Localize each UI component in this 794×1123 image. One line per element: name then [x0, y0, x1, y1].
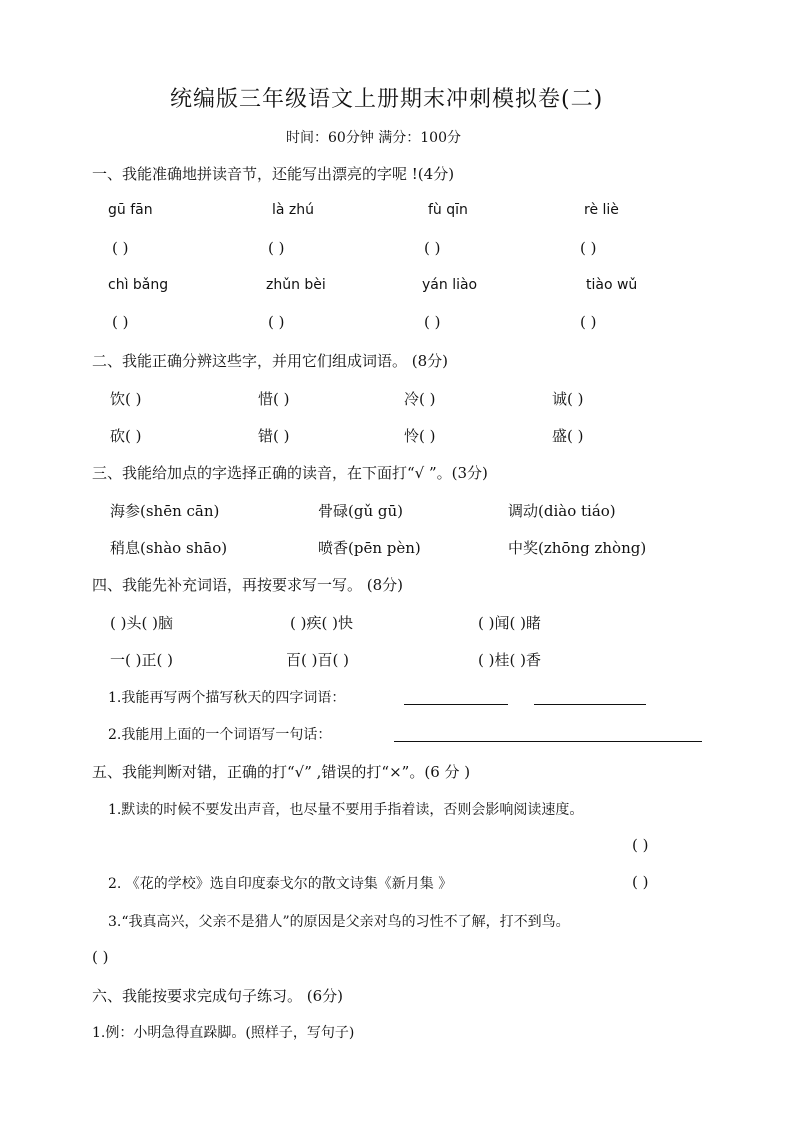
idiom-fill[interactable]: 百( )百( )	[286, 651, 349, 669]
answer-box[interactable]: ( )	[580, 239, 597, 257]
word-item[interactable]: 冷( )	[404, 390, 436, 408]
word-item[interactable]: 诚( )	[552, 390, 584, 408]
pinyin-2: là zhú	[272, 202, 315, 218]
word-item[interactable]: 砍( )	[110, 427, 142, 445]
answer-line[interactable]	[534, 704, 646, 705]
word-item[interactable]: 盛( )	[552, 427, 584, 445]
pinyin-7: yán liào	[422, 277, 478, 293]
section-6-heading: 六、我能按要求完成句子练习。 (6分)	[92, 987, 344, 1005]
idiom-fill[interactable]: 一( )正( )	[110, 651, 173, 669]
judge-answer-1[interactable]: ( )	[632, 836, 649, 854]
judge-answer-3[interactable]: ( )	[92, 948, 109, 966]
answer-box[interactable]: ( )	[112, 239, 129, 257]
answer-box[interactable]: ( )	[424, 313, 441, 331]
judge-answer-2[interactable]: ( )	[632, 873, 649, 891]
sentence-question-1: 1.例：小明急得直跺脚。(照样子，写句子)	[92, 1025, 355, 1041]
section-2-heading: 二、我能正确分辨这些字，并用它们组成词语。 (8分)	[92, 352, 449, 370]
pinyin-5: chì bǎng	[108, 277, 169, 293]
word-item[interactable]: 饮( )	[110, 390, 142, 408]
reading-choice[interactable]: 稍息(shào shāo)	[110, 539, 228, 557]
reading-choice[interactable]: 喷香(pēn pèn)	[318, 539, 421, 557]
judge-question-2: 2. 《花的学校》选自印度泰戈尔的散文诗集《新月集 》	[108, 876, 453, 892]
section-5-heading: 五、我能判断对错，正确的打“√” ,错误的打“×”。(6 分 )	[92, 763, 471, 781]
reading-choice[interactable]: 骨碌(gǔ gū)	[318, 502, 403, 520]
answer-line[interactable]	[394, 741, 702, 742]
judge-question-1: 1.默读的时候不要发出声音，也尽量不要用手指着读，否则会影响阅读速度。	[108, 802, 584, 818]
answer-box[interactable]: ( )	[112, 313, 129, 331]
word-item[interactable]: 错( )	[258, 427, 290, 445]
reading-choice[interactable]: 中奖(zhōng zhòng)	[508, 539, 647, 557]
pinyin-8: tiào wǔ	[586, 277, 638, 293]
answer-line[interactable]	[404, 704, 508, 705]
reading-choice[interactable]: 调动(diào tiáo)	[508, 502, 616, 520]
answer-box[interactable]: ( )	[268, 313, 285, 331]
judge-question-3: 3.“我真高兴，父亲不是猎人”的原因是父亲对鸟的习性不了解，打不到鸟。	[108, 914, 570, 930]
reading-choice[interactable]: 海参(shēn cān)	[110, 502, 220, 520]
idiom-fill[interactable]: ( )桂( )香	[478, 651, 541, 669]
idiom-fill[interactable]: ( )头( )脑	[110, 614, 173, 632]
section-3-heading: 三、我能给加点的字选择正确的读音，在下面打“√ ”。(3分)	[92, 464, 488, 482]
section-1-heading: 一、我能准确地拼读音节，还能写出漂亮的字呢 !(4分)	[92, 165, 455, 183]
section-4-heading: 四、我能先补充词语，再按要求写一写。 (8分)	[92, 576, 404, 594]
pinyin-6: zhǔn bèi	[266, 277, 326, 293]
word-item[interactable]: 怜( )	[404, 427, 436, 445]
word-item[interactable]: 惜( )	[258, 390, 290, 408]
pinyin-1: gū fān	[108, 202, 153, 218]
question-4-2: 2.我能用上面的一个词语写一句话：	[108, 727, 332, 743]
idiom-fill[interactable]: ( )疾( )快	[290, 614, 353, 632]
question-4-1: 1.我能再写两个描写秋天的四字词语：	[108, 690, 346, 706]
idiom-fill[interactable]: ( )闻( )睹	[478, 614, 541, 632]
answer-box[interactable]: ( )	[268, 239, 285, 257]
page-title: 统编版三年级语文上册期末冲刺模拟卷(二)	[170, 87, 604, 112]
answer-box[interactable]: ( )	[580, 313, 597, 331]
pinyin-3: fù qīn	[428, 202, 468, 218]
exam-meta: 时间：60分钟 满分：100分	[286, 130, 461, 146]
pinyin-4: rè liè	[584, 202, 619, 218]
answer-box[interactable]: ( )	[424, 239, 441, 257]
